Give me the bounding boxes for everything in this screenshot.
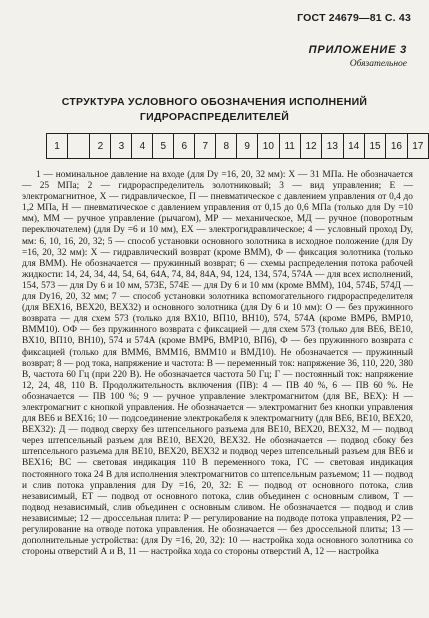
page-header: ГОСТ 24679—81 С. 43	[297, 12, 411, 24]
position-cell-9: 9	[237, 134, 258, 159]
position-cell-3: 3	[111, 134, 132, 159]
position-cell-17: 17	[407, 134, 428, 159]
position-cell-6: 6	[174, 134, 195, 159]
title-line-2: ГИДРОРАСПРЕДЕЛИТЕЛЕЙ	[139, 111, 290, 123]
body-text	[22, 170, 413, 558]
position-cell-12: 12	[300, 134, 321, 159]
position-cell-8: 8	[216, 134, 237, 159]
position-cell-16: 16	[386, 134, 407, 159]
title-line-1: СТРУКТУРА УСЛОВНОГО ОБОЗНАЧЕНИЯ ИСПОЛНЕНИЙ	[61, 96, 368, 108]
position-cell-14: 14	[343, 134, 364, 159]
appendix-title: ПРИЛОЖЕНИЕ 3	[308, 44, 407, 56]
position-cell-13: 13	[322, 134, 343, 159]
position-cell-blank	[67, 134, 89, 159]
document-title	[0, 95, 429, 125]
body-paragraph: 1 — номинальное давление на входе (для Dу =16, 20, 32 мм): X — 31 МПа. Не обозначается — 25 МПа; 2 — гидрораспределитель золотниковый; 3 — вид управления; Е — электромагнитное, Х — гидравлическое, П — пневматическое с давлением управления от 0,4 до 1,2 МПа, Н — пневматическое с давлением управления от 0,15 до 0,6 МПа (только для Dу =10 мм), ММ — ручное управление (рычагом), МР — механическое, МД — ручное (поворотным переключателем) (для Dу =6 и 10 мм), ЕХ — электрогидравлическое; 4 — условный проход Dу, мм: 6, 10, 16, 20, 32; 5 — способ установки основного золотника в исходное положение (для Dу =16, 20, 32 мм): Х — гидравлический возврат (кроме ВММ), Ф — фиксация золотника (только для ВММ). Не обозначается — пружинный возврат; 6 — схемы распределения потока рабочей жидкости: 14, 24, 34, 44, 54, 64, 64А, 74, 84, 84А, 94, 124, 134, 574, 574А — для всех исполнений, 154, 573 — для Dу 6 и 10 мм, 573Е, 574Е — для Dу 6 и 10 мм (кроме ВММ), 104, 574Б, 574Д — для Dу16, 20, 32 мм; 7 — способ установки золотника вспомогательного гидрораспределителя (для ВЕХ16, ВЕХ20, ВЕХ32) и основного золотника (для Dу 6 и 10 мм): О — без пружинного возврата — для схем 573 (только для ВХ10, ВП10, ВН10), 574, 574А (кроме ВМР6, ВМР10, ВММ10). ОФ — без пружинного возврата с фиксацией — для схем 573 (только для ВЕ6, ВЕ10, ВХ10, ВП10, ВН10), 574 и 574А (кроме ВМР6, ВМР10, ВП6), Ф — без пружинного возврата с фиксацией (только для ВММ6, ВММ16, ВММ10 и ВМД10). Не обозначается — пружинный возврат; 8 — род тока, напряжение и частота: В — переменный ток: напряжение 36, 110, 220, 380 В, частота 60 Гц (при 220 В). Не обозначается частота 50 Гц; Г — постоянный ток: напряжение 12, 24, 48, 110 В. Продолжительность включения (ПВ): 4 — ПВ 40 %, 6 — ПВ 60 %. Не обозначается — ПВ 100 %; 9 — ручное управление электромагнитом (для ВЕ, ВЕХ): Н — электромагнит с кнопкой управления. Не обозначается — электромагнит без кнопки управления для ВЕ6 и ВЕХ16; 10 — подсоединение электрокабеля к электромагниту (для ВЕ6, ВЕ10, ВЕХ20, ВЕХ32): Д — подвод сверху без штепсельного разъема для ВЕ10, ВЕХ20, ВЕХ32, М — подвод через штепсельный разъем для ВЕ10, ВЕХ20, ВЕХ32. Не обозначается — подвод сбоку без штепсельного разъема для ВЕ10, ВЕХ20, ВЕХ32 и подвод через штепсельный разъем для ВЕ6 и ВЕХ16; ВС — световая индикация 110 В переменного тока, ГС — световая индикация постоянного тока 24 В для исполнения электромагнитов со штепсельным разъемом; 11 — подвод и слив потока управления для Dу =16, 20, 32: Е — подвод от основного потока, слив независимый, ЕТ — подвод от основного потока, слив объединен с основным сливом, Т — подвод независимый, слив объединен с основным сливом. Не обозначается — подвод и слив независимые; 12 — дроссельная плита: Р — регулирование на подводе потока управления, Р2 — регулирование на отводе потока управления. Не обозначается — без дроссельной плиты; 13 — дополнительные устройства: (для Dу =16, 20, 32): 10 — настройка хода основного золотника со стороны отверстий А и В, 11 — настройка хода со стороны отверстий А, 12 — настройка	[22, 170, 413, 558]
appendix-subtitle: Обязательное	[349, 59, 407, 69]
position-row	[47, 134, 429, 159]
position-cell-11: 11	[279, 134, 300, 159]
position-cell-15: 15	[364, 134, 385, 159]
position-cell-10: 10	[258, 134, 279, 159]
position-table	[46, 133, 429, 159]
position-cell-2: 2	[90, 134, 111, 159]
appendix-label	[309, 44, 407, 69]
position-cell-4: 4	[132, 134, 153, 159]
position-cell-5: 5	[153, 134, 174, 159]
position-cell-7: 7	[195, 134, 216, 159]
position-cell-1: 1	[47, 134, 68, 159]
